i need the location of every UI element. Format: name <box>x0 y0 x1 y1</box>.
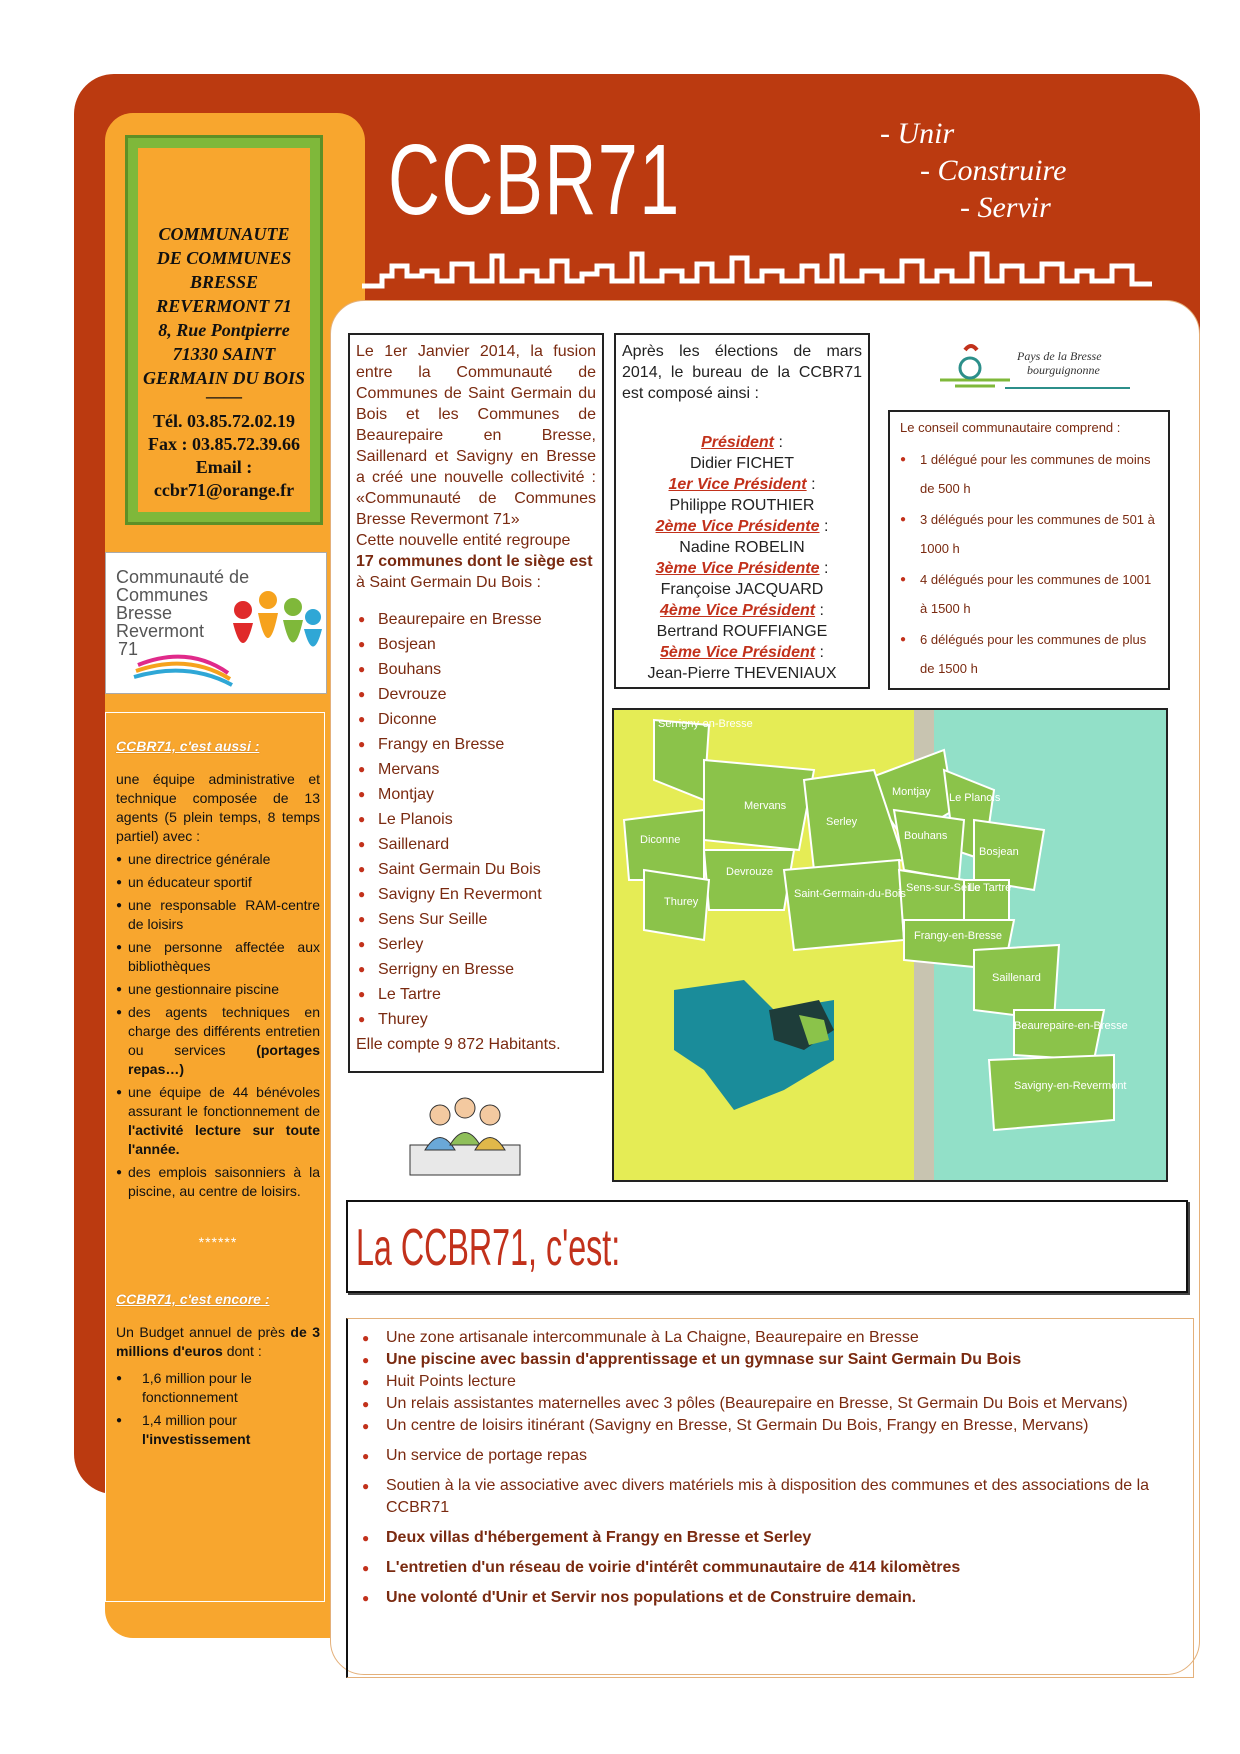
commune-item: ● Devrouze <box>356 682 596 707</box>
motto: - Unir <box>880 117 955 150</box>
mottos <box>880 115 1066 226</box>
conseil-item: ● 1 délégué pour les communes de moins de 500 h <box>900 445 1158 503</box>
commune-item: ● Bouhans <box>356 657 596 682</box>
services-list <box>358 1327 1187 1609</box>
cest-title: La CCBR71, c'est: <box>356 1219 621 1277</box>
motto: - Construire <box>920 154 1067 187</box>
conseil-heading: Le conseil communautaire comprend : <box>900 420 1121 435</box>
list-item: ● des agents techniques en charge des différents entretien ou services (portages repas…) <box>116 1003 320 1079</box>
team-illustration-icon <box>395 1090 530 1180</box>
map-label: Mervans <box>744 800 787 812</box>
communes-list <box>356 607 596 1032</box>
list-item: ● une gestionnaire piscine <box>116 980 320 999</box>
commune-item: ● Serley <box>356 932 596 957</box>
map-label: Bosjean <box>979 846 1019 858</box>
role-line: 4ème Vice Président : <box>660 602 824 619</box>
logo-text: 71 <box>118 639 139 659</box>
org-line: DE COMMUNES <box>156 248 292 268</box>
logo-text: Bresse <box>116 603 173 623</box>
role-line: 1er Vice Président : <box>668 476 816 493</box>
map-label: Serley <box>826 816 858 828</box>
fusion-box <box>348 333 604 1073</box>
service-item: ● Huit Points lecture <box>358 1371 1187 1393</box>
stars-divider: ****** <box>198 1234 238 1250</box>
inhabitants: Elle compte 9 872 Habitants. <box>356 1036 561 1053</box>
role-name: Nadine ROBELIN <box>679 539 805 556</box>
commune-item: ● Montjay <box>356 782 596 807</box>
commune-item: ● Le Planois <box>356 807 596 832</box>
map-label: Diconne <box>640 834 681 846</box>
map-label: Beaurepaire-en-Bresse <box>1014 1020 1128 1032</box>
fusion-bold: 17 communes dont le siège est <box>356 553 593 570</box>
role-name: Bertrand ROUFFIANGE <box>656 623 828 640</box>
org-line: REVERMONT 71 <box>156 296 292 316</box>
list-item: ● une équipe de 44 bénévoles assurant le fonctionnement de l'activité lecture sur toute l'année. <box>116 1083 320 1159</box>
budget-text: Un Budget annuel de près de 3 millions d'euros dont : <box>116 1324 321 1359</box>
pays-bresse-logo <box>935 338 1135 400</box>
map-label: Le Tartre <box>968 882 1012 894</box>
role-title: 1er Vice Président <box>668 476 807 493</box>
list-item: ● une personne affectée aux bibliothèques <box>116 938 320 976</box>
pays-line1: Pays de la Bresse <box>1017 349 1102 363</box>
bureau-intro: Après les élections de mars 2014, le bureau de la CCBR71 est composé ainsi : <box>622 343 862 402</box>
role-title: 4ème Vice Président <box>660 602 816 619</box>
commune-item: ● Savigny En Revermont <box>356 882 596 907</box>
logo-text: Communauté de <box>116 567 250 587</box>
map-label: Montjay <box>892 786 931 798</box>
logo-text: Revermont <box>116 621 205 641</box>
svg-text:71 <box>118 639 138 659</box>
email: ccbr71@orange.fr <box>153 480 295 500</box>
service-item: ● Un relais assistantes maternelles avec 3 pôles (Beaurepaire en Bresse, St Germain Du Bois et Mervans) <box>358 1393 1187 1415</box>
map-label: Le Planois <box>949 792 1001 804</box>
address-box <box>125 135 323 525</box>
fusion-intro2: Cette nouvelle entité regroupe <box>356 532 571 549</box>
service-item: ● Une volonté d'Unir et Servir nos populations et de Construire demain. <box>358 1587 1187 1609</box>
commune-item: ● Frangy en Bresse <box>356 732 596 757</box>
role-line: 3ème Vice Présidente : <box>655 560 829 577</box>
commune-item: ● Le Tartre <box>356 982 596 1007</box>
conseil-item: ● 4 délégués pour les communes de 1001 à 1500 h <box>900 565 1158 623</box>
commune-item: ● Thurey <box>356 1007 596 1032</box>
motto: - Servir <box>960 191 1051 224</box>
list-item: ● un éducateur sportif <box>116 873 320 892</box>
map-label: Bouhans <box>904 830 948 842</box>
list-item: ● une responsable RAM-centre de loisirs <box>116 896 320 934</box>
map-label: Devrouze <box>726 866 774 878</box>
service-item: ● L'entretien d'un réseau de voirie d'intérêt communautaire de 414 kilomètres <box>358 1557 1187 1579</box>
org-line: COMMUNAUTE <box>158 224 290 244</box>
role-name: Didier FICHET <box>689 455 794 472</box>
role-name: Jean-Pierre THEVENIAUX <box>647 665 837 682</box>
village-skyline-icon <box>362 236 1152 296</box>
services-box <box>346 1318 1194 1678</box>
commune-item: ● Saint Germain Du Bois <box>356 857 596 882</box>
separator: —— <box>206 386 242 406</box>
bureau-box <box>614 333 870 689</box>
map-label: Thurey <box>664 896 699 908</box>
role-title: 2ème Vice Présidente <box>655 518 820 535</box>
map-label: Serrigny-en-Bresse <box>658 718 753 730</box>
commune-item: ● Diconne <box>356 707 596 732</box>
org-line: BRESSE <box>189 272 259 292</box>
role-title: 5ème Vice Président <box>660 644 816 661</box>
org-line: 71330 SAINT <box>172 344 276 364</box>
svg-text:Communes <box>116 585 208 605</box>
svg-text:Revermont <box>116 621 204 641</box>
service-item: ● Une piscine avec bassin d'apprentissage et un gymnase sur Saint Germain Du Bois <box>358 1349 1187 1371</box>
ccbr-logo <box>106 553 326 693</box>
email-label: Email : <box>195 457 253 477</box>
role-line: 5ème Vice Président : <box>660 644 824 661</box>
budget-item: ● 1,6 million pour le fonctionnement <box>116 1369 320 1407</box>
role-title: Président <box>701 434 775 451</box>
commune-item: ● Beaurepaire en Bresse <box>356 607 596 632</box>
conseil-box <box>888 410 1170 690</box>
role-line: 2ème Vice Présidente : <box>655 518 829 535</box>
heading-encore: CCBR71, c'est encore : <box>116 1291 270 1307</box>
svg-text:Bresse <box>116 603 172 623</box>
logo-text: Communes <box>116 585 209 605</box>
map-label: Frangy-en-Bresse <box>914 930 1003 942</box>
org-line: 8, Rue Pontpierre <box>158 320 290 340</box>
territory-map <box>612 708 1168 1182</box>
commune-item: ● Bosjean <box>356 632 596 657</box>
fusion-intro3: à Saint Germain Du Bois : <box>356 574 541 591</box>
role-name: Françoise JACQUARD <box>660 581 824 598</box>
role-name: Philippe ROUTHIER <box>669 497 815 514</box>
conseil-item: ● 3 délégués pour les communes de 501 à 1000 h <box>900 505 1158 563</box>
map-label: Savigny-en-Revermont <box>1014 1080 1127 1092</box>
cest-banner <box>346 1200 1188 1293</box>
service-item: ● Soutien à la vie associative avec divers matériels mis à disposition des communes et des associations de la CCBR71 <box>358 1475 1187 1519</box>
service-item: ● Un service de portage repas <box>358 1445 1187 1467</box>
sidebar-info <box>105 712 325 1602</box>
phone: Tél. 03.85.72.02.19 <box>153 411 295 431</box>
commune-item: ● Saillenard <box>356 832 596 857</box>
service-item: ● Deux villas d'hébergement à Frangy en Bresse et Serley <box>358 1527 1187 1549</box>
service-item: ● Une zone artisanale intercommunale à La Chaigne, Beaurepaire en Bresse <box>358 1327 1187 1349</box>
commune-item: ● Serrigny en Bresse <box>356 957 596 982</box>
service-item: ● Un centre de loisirs itinérant (Savigny en Bresse, St Germain Du Bois, Frangy en Bresse, Mervans) <box>358 1415 1187 1437</box>
conseil-item: ● 6 délégués pour les communes de plus de 1500 h <box>900 625 1158 683</box>
list-item: ● une directrice générale <box>116 850 320 869</box>
team-intro: une équipe administrative et technique composée de 13 agents (5 plein temps, 8 temps partiel) avec : <box>116 771 320 844</box>
svg-text:Communauté de <box>116 567 249 587</box>
org-line: GERMAIN DU BOIS <box>142 368 306 388</box>
fax: Fax : 03.85.72.39.66 <box>148 434 300 454</box>
commune-item: ● Mervans <box>356 757 596 782</box>
page-title: CCBR71 <box>388 124 681 236</box>
pays-line2: bourguignonne <box>1027 363 1100 377</box>
role-line: Président : <box>701 434 783 451</box>
role-title: 3ème Vice Présidente <box>655 560 820 577</box>
list-item: ● des emplois saisonniers à la piscine, au centre de loisirs. <box>116 1163 320 1201</box>
heading-aussi: CCBR71, c'est aussi : <box>116 738 260 754</box>
commune-item: ● Sens Sur Seille <box>356 907 596 932</box>
fusion-intro: Le 1er Janvier 2014, la fusion entre la Communauté de Communes de Saint Germain du Bois et les Communes de Beaurepaire en Bresse, Saillenard et Savigny en Bresse a créé une nouvelle collectivité : «Communauté de Communes Bresse Revermont 71» <box>356 343 596 528</box>
map-label: Saillenard <box>992 972 1041 984</box>
map-label: Sens-sur-Seille <box>906 882 981 894</box>
budget-item: ● 1,4 million pour l'investissement <box>116 1411 320 1449</box>
map-label: Saint-Germain-du-Bois <box>794 888 906 900</box>
